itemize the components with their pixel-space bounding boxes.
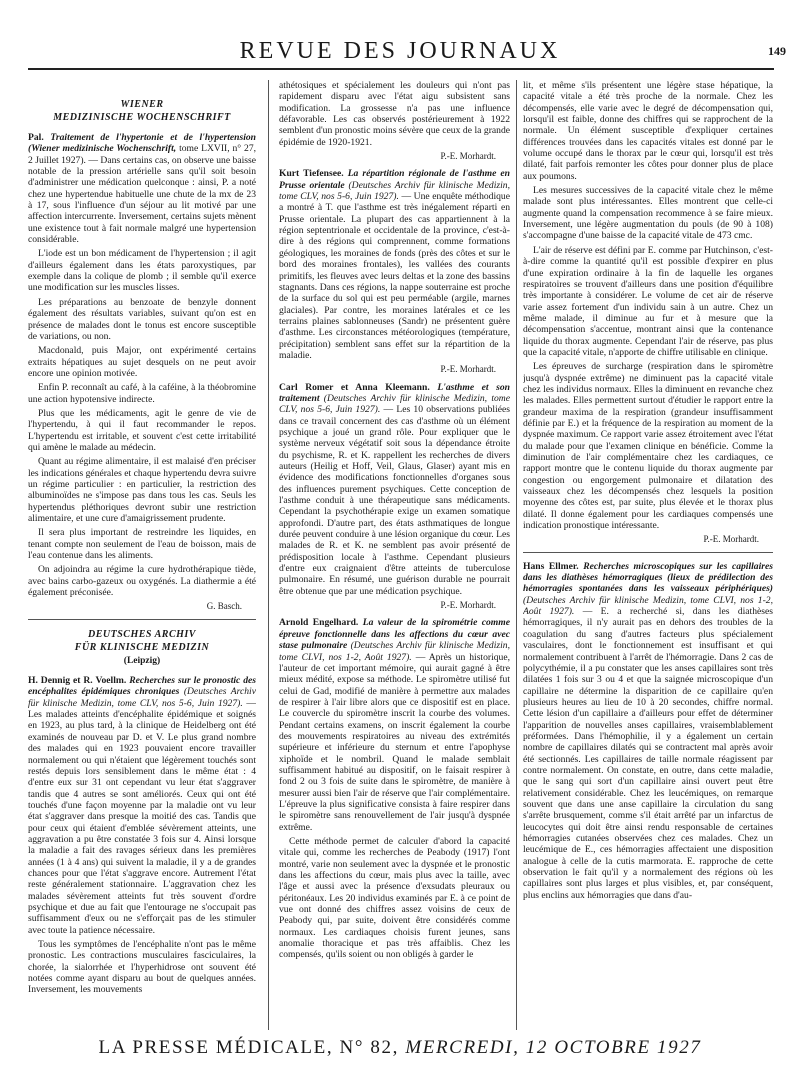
article-source: (Wiener medizinische Wochenschrift, [28,143,177,155]
article-tiefensee [279,168,510,361]
article-paragraph: On adjoindra au régime la cure hydrothérapique tiède, avec bains carbo-gazeux ou oxygénés. La diathermie a été également préconisée. [28,564,256,599]
article-paragraph: Plus que les médicaments, agit le genre de vie de l'hypertendu, à qui il faut recommander le repos. L'hypertendu est irritable, et souvent c'est cette irritabilité qui amène le malade au médecin. [28,407,256,453]
section-divider [28,619,256,620]
column-2 [279,80,510,1030]
page-header [0,38,800,64]
article-author: Arnold Engelhard. [279,617,359,629]
article-signature: G. Basch. [206,601,242,612]
footer-text [0,1036,800,1060]
article-title: La valeur de la spirométrie comme épreuve fonctionnelle dans les affections du cœur avec stase pulmonaire [279,617,510,652]
article-paragraph: Quant au régime alimentaire, il est malaisé d'en préciser les indications générales et chaque hypertendu devra suivre un régime particulier : en particulier, la restriction des albuminoïdes ne s'impose pas dans tous les cas. Seuls les hypertendus pléthoriques devront subir une restriction alimentaire, et une cure d'amaigrissement prudente. [28,456,256,524]
article-source: (Deutsches Archiv für klinische Medizin, tome CLVI, nos 1-2, Août 1927). [523,594,773,618]
article-paragraph: Tous les symptômes de l'encéphalite n'ont pas le même pronostic. Les contractions musculaires fasciculaires, la chorée, la sialorrhée et l'hyperhidrose ont souvent été notées comme ayant disparu au bout de quelques années. Inversement, les mouvements [28,939,256,996]
article-signature: P.-E. Morhardt. [440,364,496,375]
footer-date: MERCREDI, 12 OCTOBRE 1927 [405,1037,702,1058]
article-paragraph: — Les 10 observations publiées dans ce travail concernent des cas d'asthme où un élément psychique a joué un grand rôle. Pour expliquer que le système nerveux végétatif soit sous la dépendance étroite du psychisme, R. et K. rappellent les recherches de divers auteurs (Heilig et Hoff, Veil, Glaus, Glaser) ayant mis en évidence des modifications fonctionnelles d'organes sous des influences purement psychiques. Cette conception de l'asthme conduit à une thérapeutique sans médicaments. Cependant la psychothérapie exige un examen somatique approfondi. D'autre part, des états asthmatiques de longue durée peuvent conduire à une lésion organique du cœur. Les malades de R. et K. ne semblent pas avoir présenté de prédisposition locale à l'asthme. Cependant plusieurs d'entre eux craignaient d'être atteints de tuberculose pulmonaire. En résumé, une guérison durable ne pourrait être obtenue que par une médication psychique. [279,404,510,597]
article-signature: P.-E. Morhardt. [703,534,759,545]
page-number: 149 [768,44,786,58]
journal-section-title: REVUE DES JOURNAUX [239,38,561,64]
article-paragraph: — Les malades atteints d'encéphalite épidémique et soignés en 1923, au plus tard, à la clinique de Heidelberg ont été examinés de nouveau par D. et V. Le plus grand nombre des malades qui en 1923 pouvaient encore travailler normalement ou qui n'étaient que légèrement touchés sont restés depuis lors sensiblement dans le même état : 4 d'entre eux sur 31 ont cependant vu leur état s'aggraver tandis que 4 autres se sont améliorés. Ceux qui ont été touchés d'une façon moyenne par la maladie ont vu leur état s'aggraver dans presque la moitié des cas. Tandis que pour ceux qui étaient d'emblée sévèrement atteints, une aggravation a pu être constatée 3 fois sur 4. Ainsi lorsque la maladie a fait des ravages sérieux dans les premières années (1 à 4 ans) qui suivent la maladie, il y a de grandes chances pour que l'état s'aggrave encore. Autrement l'état reste généralement stationnaire. L'aggravation chez les malades sévèrement atteints fut très souvent d'ordre psychique et due au fait que l'entourage ne s'occupait pas suffisamment d'eux ou ne s'efforçait pas de les stimuler avec toute la patience nécessaire. [28,697,256,936]
article-paragraph: L'air de réserve est défini par E. comme par Hutchinson, c'est-à-dire comme la quantité qu'il est possible d'expirer en plus d'une expiration ordinaire à la fin de laquelle les organes respiratoires se trouvent d'ailleurs dans une position d'équilibre très importante à considérer. Le volume de cet air de réserve varie assez fortement d'un individu sain à un autre. Chez un même malade, il diminue au fur et à mesure que la décompensation s'accentue, montrant ainsi que la contenance liquide du thorax augmente. Cependant l'air de réserve, pas plus que la capacité vitale, n'apporte de chiffre utilisable en clinique. [523,244,773,358]
article-source: (Deutsches Archiv für klinische Medizin, tome CLV, nos 5-6, Juin 1927). [279,179,510,203]
article-source: (Deutsches Archiv für klinische Medizin, tome CLVI, nos 1-2, Août 1927). [279,640,510,663]
section-heading-klinische-medizin: FÜR KLINISCHE MEDIZIN [74,641,210,653]
article-paragraph: — E. a recherché si, dans les diathèses hémorragiques, il n'y aurait pas en dehors des troubles de la coagulation du sang d'autres facteurs plus spécialement vasculaires, dont le fonctionnement est insuffisant et qui normalement contribuent à l'arrêt de l'hémorragie. Dans 2 cas de polycythémie, il a pu constater que les anses capillaires sont très dilatées 1 fois sur 3 ou 4 et que la saignée microscopique d'un capillaire ne détermine la disparition de ce capillaire qu'en plusieurs heures au lieu de 10 à 20 secondes, chiffre normal. Cette lésion d'un capillaire a d'ailleurs pour effet de déterminer l'apparition de nouvelles anses capillaires, vraisemblablement préformées. Dans l'hémophilie, il y a également un certain nombre de capillaires dilatés qui se contractent mal après avoir été sectionnés. Les capillaires de taille normale réagissent par contre normalement. On constate, en outre, dans cette maladie, que le sang qui sort d'un capillaire ainsi ouvert peut être relativement considérable. Chez les leucémiques, on remarque souvent que dans une anse capillaire la circulation du sang s'arrête brusquement, comme s'il était arrêté par un infarctus de leucocytes qui doit être ainsi rendu responsable de certaines hémorragies cutanées observées chez ces malades. Chez un leucémique de E., ces hémorragies affectaient une disposition analogue à celle de la cutis marmorata. E. rapproche de cette observation le fait qu'il y a normalement des régions où les capillaires sont plus larges et plus visibles, et, par conséquent, plus enclins aux hémorragies que dans d'au- [523,606,773,901]
article-title: Recherches sur le pronostic des encéphalites épidémiques chroniques [28,675,256,698]
article-dennig [28,675,256,936]
article-source: (Deutsches Archiv für klinische Medizin, tome CLV, nos 5-6, Juin 1927). [28,686,256,709]
article-paragraph: Il sera plus important de restreindre les liquides, en tenant compte non seulement de l'eau de boisson, mais de l'eau contenue dans les aliments. [28,527,256,562]
article-paragraph: L'iode est un bon médicament de l'hypertension ; il agit d'ailleurs également dans les états paroxystiques, par exemple dans la colique de plomb ; il semble qu'il exerce une modification sur les muscles lisses. [28,248,256,294]
article-paragraph: Enfin P. reconnaît au café, à la caféine, à la théobromine une action hypotensive indirecte. [28,382,256,405]
article-signature: P.-E. Morhardt. [440,151,496,162]
article-title: La répartition régionale de l'asthme en Prusse orientale [279,168,510,191]
article-romer-kleemann [279,382,510,598]
article-paragraph: Macdonald, puis Major, ont expérimenté certains extraits hépatiques au sujet desquels on ne peut avoir encore une opinion motivée. [28,345,256,379]
article-pal [28,132,256,245]
article-author: Pal. [28,132,44,143]
page-footer [0,1036,800,1066]
section-heading-wiener: WIENER [120,99,164,110]
column-1 [28,80,256,1030]
article-ellmer [523,561,773,901]
footer-issue: N° 82, [339,1037,399,1058]
article-paragraph: Les préparations au benzoate de benzyle donnent également des résultats variables, suivant qu'on est en présence de malades dont le tonus est encore susceptible de variations, ou non. [28,296,256,342]
article-engelhard [279,617,510,833]
footer-journal: LA PRESSE MÉDICALE, [98,1037,334,1058]
article-title: Recherches microscopiques sur les capillaires dans les diathèses hémorragiques (lieux de prédilection des hémorragies spontanées dans les vaisseaux périphériques) [523,560,773,595]
section-place: (Leipzig) [123,655,161,666]
article-author: Carl Romer et Anna Kleemann. [279,381,430,393]
article-paragraph: Cette méthode permet de calculer d'abord la capacité vitale qui, comme les recherches de Peabody (1917) l'ont montré, varie non seulement avec la dyspnée et le pronostic dans les affections du cœur, mais plus avec la taille, avec l'âge et aussi avec la présence d'exsudats pleuraux ou péritonéaux. Les 20 individus examinés par E. à ce point de vue ont donné des chiffres assez voisins de ceux de Peabody qui, par suite, doivent être considérés comme normaux. Les cardiaques choisis furent jeunes, sans anomalie thoracique et pas très affaiblis. Chez les compensés, qu'ils soient ou non obligés à garder le [279,836,510,961]
article-paragraph: Les épreuves de surcharge (respiration dans le spiromètre jusqu'à dyspnée extrême) ne diminuent pas la capacité vitale chez les individus normaux. Elles la diminuent en revanche chez les malades. Elles permettent surtout d'étudier le rapport entre la grandeur maxima de la respiration (grandeur insuffisamment définie par E.) et la fréquence de la respiration au moment de la dyspnée maximum. Ce rapport varie assez étroitement avec l'état du malade pour que l'examen clinique en bénéficie. Comme la diminution de l'air complémentaire chez les cardiaques, ce rapport montre que le contenu liquide du thorax augmente par congestion ou engorgement pulmonaire et dilatation des vaisseaux chez les décompensés chez lesquels la position moyenne des côtes est, par suite, plus élevée et le thorax plus dilaté. Il donne également pour les cardiaques compensés une indication pronostique intéressante. [523,361,773,532]
article-paragraph: athétosiques et spécialement les douleurs qui n'ont pas rapidement disparu avec l'état aigu subsistent sans modification. La grossesse n'a pas une influence défavorable. Les cas observés postérieurement à 1922 semblent d'un pronostic moins sévère que ceux de la grande épidémie de 1920-1921. [279,80,510,148]
article-author: Kurt Tiefensee. [279,168,344,180]
column-3 [523,80,773,1030]
column-divider-1 [268,80,269,1030]
article-author: Hans Ellmer. [523,560,579,572]
article-signature: P.-E. Morhardt. [440,600,496,611]
article-paragraph: — Après un historique, l'auteur de cet important mémoire, qui aurait gagné à être mieux médité, expose sa méthode. Le spiromètre utilisé fut celui de Gad, modifié de manière à permettre aux malades de respirer à l'air libre alors que ce dispositif est en place. Le couvercle du spiromètre inscrit la courbe des volumes. Pendant certains examens, on inscrit également la courbe des mouvements respiratoires au niveau des extrémités supérieure et inférieure du sternum et entre l'apophyse xiphoïde et le nombril. Quand le malade semblait suffisamment habitué au dispositif, on le faisait respirer à fond 2 ou 3 fois de suite dans le spiromètre, de manière à mesurer aussi bien l'air de réserve que l'air complémentaire. L'épreuve la plus significative consista à faire respirer dans le spiromètre sans renouvellement de l'air jusqu'à dyspnée extrême. [279,651,510,833]
article-paragraph: lit, et même s'ils présentent une légère stase hépatique, la capacité vitale a été très proche de la normale. Chez les décompensés, elle varie avec le degré de décompensation qui, lorsqu'il est faible, donne des chiffres qui se rapprochent de la normale. Un élément susceptible d'expliquer certaines différences trouvées dans les capacités vitales est donné par le volume occupé dans le thorax par le cœur qui, lorsqu'il est très dilaté, fait parfois remonter les côtes pour donner plus de place aux poumons. [523,80,773,182]
section-heading-wochenschrift: MEDIZINISCHE WOCHENSCHRIFT [53,112,231,123]
article-source: (Deutsches Archiv für klinische Medizin, tome CLV, nos 5-6, Juin 1927). [279,392,510,416]
article-paragraph: — Une enquête méthodique a montré à T. que l'asthme est très inégalement réparti en Prusse orientale. La plupart des cas appartiennent à la région septentrionale et occidentale de la province, c'est-à-dire à des régions qui comprennent, comme formations géologiques, les moraines de fonds (près des côtes et sur le bord des moraines frontales), les vallées des courants primitifs, les fleuves avec leurs deltas et la zone des bassins stagnants. Dans ces régions, la nappe souterraine est proche de la surface du sol qui est peu perméable (argile, marnes glaciales). Par contre, les moraines latérales et ce les terrains plaines sablonneuses (Sandr) ne présentent guère d'asthme. Les circonstances météorologiques (température, précipitation) semblent sans effet sur la répartition de la maladie. [279,191,510,361]
article-author: H. Dennig et R. Voellm. [28,675,127,687]
article-title: L'asthme et son traitement [279,381,510,404]
header-rule [28,68,774,70]
article-paragraph: Dans certains cas, on observe une baisse notable de la pression artérielle sans qu'il soit besoin d'administrer une médication quelconque : ainsi, P. a noté chez une hypertendue habituelle une chute de la mx de 23 à 17, sous l'influence d'un séjour au lit motivé par une affection intercurrente. Inversement, certains sujets mènent une existence tout à fait normale malgré une hypertension considérable. [28,154,256,246]
section-heading-deutsches-archiv: DEUTSCHES ARCHIV [88,628,196,640]
section-divider [523,552,773,553]
column-divider-2 [516,80,517,1030]
article-reference: tome LXVII, n° 27, 2 Juillet 1927). — [28,143,256,166]
article-title: Traitement de l'hypertonie et de l'hypertension [50,132,256,143]
article-paragraph: Les mesures successives de la capacité vitale chez le même malade sont plus intéressantes. Elles montrent que celle-ci augmente quand la compensation recommence à se faire mieux. Inversement, une légère augmentation du pouls (de 90 à 108) s'accompagne d'une baisse de la capacité vitale de 473 cmc. [523,185,773,242]
